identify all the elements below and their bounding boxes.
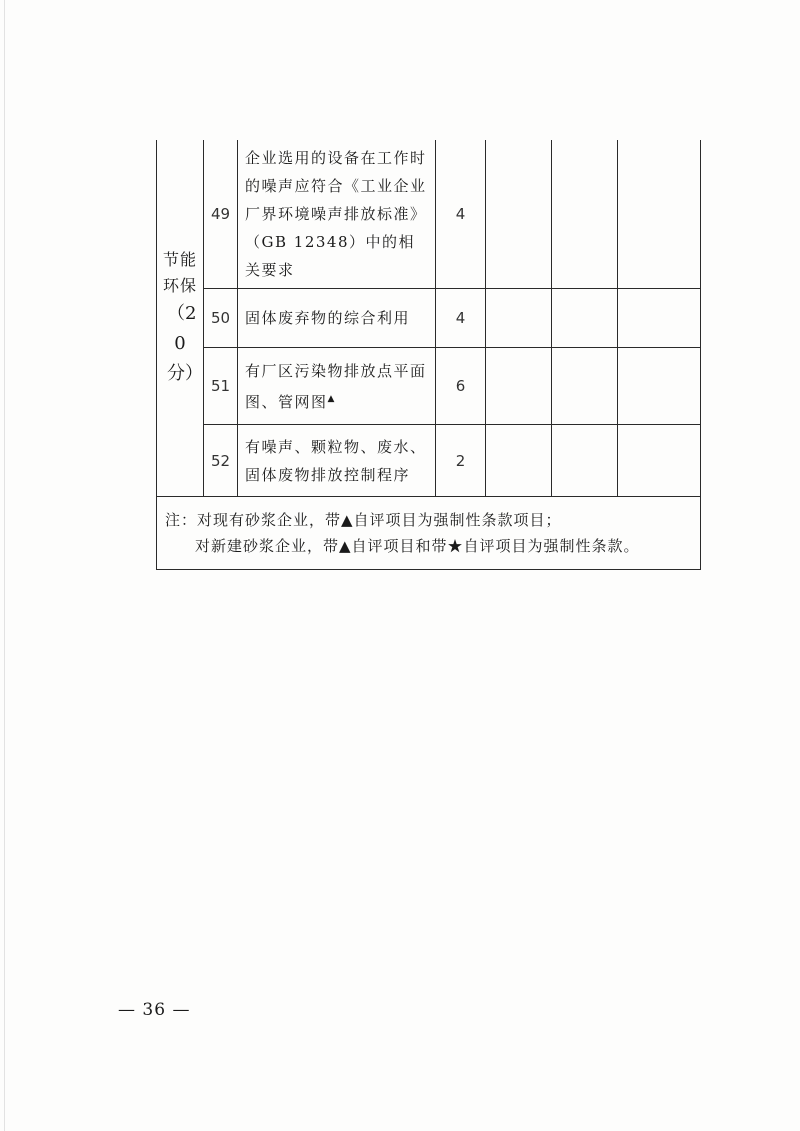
self-eval-cell: [486, 289, 552, 348]
review-cell: [552, 289, 618, 348]
table-row: [157, 348, 701, 425]
category-cell: [157, 140, 204, 497]
item-number: 49: [204, 140, 238, 289]
remark-cell: [618, 425, 701, 497]
item-score: 4: [436, 140, 486, 289]
table-note: [157, 497, 701, 570]
remark-cell: [618, 140, 701, 289]
note-row: [157, 497, 701, 570]
item-number: 52: [204, 425, 238, 497]
item-requirement: 企业选用的设备在工作时的噪声应符合《工业企业厂界环境噪声排放标准》（GB 12348）中的相关要求: [238, 140, 436, 289]
page-number: — 36 —: [118, 1000, 191, 1020]
mandatory-triangle-mark: ▲: [327, 393, 336, 404]
item-score: 2: [436, 425, 486, 497]
evaluation-table: [156, 140, 701, 570]
category-score: （20分）: [167, 303, 203, 384]
note-line-2: 对新建砂浆企业，带▲自评项目和带★自评项目为强制性条款。: [195, 537, 640, 555]
note-line-1: 注：对现有砂浆企业，带▲自评项目为强制性条款项目；: [165, 511, 562, 529]
item-requirement: 固体废弃物的综合利用: [238, 289, 436, 348]
item-number: 50: [204, 289, 238, 348]
category-name: 节能环保: [163, 250, 198, 295]
review-cell: [552, 348, 618, 425]
item-requirement: 有噪声、颗粒物、废水、固体废物排放控制程序: [238, 425, 436, 497]
page-edge-line: [4, 0, 5, 1131]
table-row: [157, 140, 701, 289]
remark-cell: [618, 289, 701, 348]
review-cell: [552, 140, 618, 289]
self-eval-cell: [486, 425, 552, 497]
item-requirement: 有厂区污染物排放点平面图、管网图▲: [238, 348, 436, 425]
self-eval-cell: [486, 348, 552, 425]
review-cell: [552, 425, 618, 497]
self-eval-cell: [486, 140, 552, 289]
item-score: 4: [436, 289, 486, 348]
item-number: 51: [204, 348, 238, 425]
remark-cell: [618, 348, 701, 425]
table-row: [157, 425, 701, 497]
item-score: 6: [436, 348, 486, 425]
table-row: [157, 289, 701, 348]
